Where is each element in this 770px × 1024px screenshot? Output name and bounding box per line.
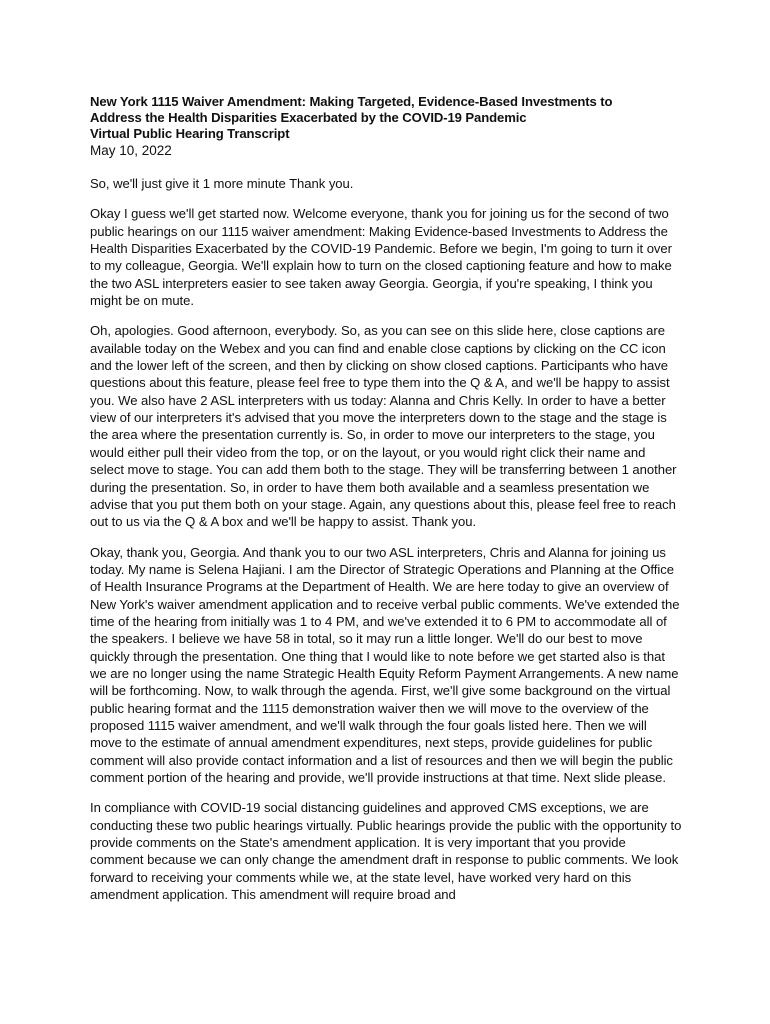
transcript-paragraph-1: So, we'll just give it 1 more minute Thank you.	[90, 176, 354, 191]
transcript-paragraph-4: Okay, thank you, Georgia. And thank you to our two ASL interpreters, Chris and Alanna for joining us today. My name is Selena Hajiani. I am the Director of Strategic Operations and Planning at the Office of Health Insurance Programs at the Department of Health. We are here today to give an overview of New York's waiver amendment application and to receive verbal public comments. We've extended the time of the hearing from initially was 1 to 4 PM, and we've extended it to 6 PM to accommodate all of the speakers. I believe we have 58 in total, so it may run a little longer. We'll do our best to move quickly through the presentation. One thing that I would like to note before we get started also is that we are no longer using the name Strategic Health Equity Reform Payment Arrangements. A new name will be forthcoming. Now, to walk through the agenda. First, we'll give some background on the virtual public hearing format and the 1115 demonstration waiver then we will move to the overview of the proposed 1115 waiver amendment, and we'll walk through the four goals listed here. Then we will move to the estimate of annual amendment expenditures, next steps, provide guidelines for public comment will also provide contact information and a list of resources and then we will begin the public comment portion of the hearing and provide, we'll provide instructions at that time. Next slide please.	[90, 544, 680, 785]
transcript-paragraph-5: In compliance with COVID-19 social distancing guidelines and approved CMS exceptions, we are conducting these two public hearings virtually. Public hearings provide the public with the opportunity to provide comments on the State's amendment application. It is very important that you provide comment because we can only change the amendment draft in response to public comments. We look forward to receiving your comments while we, at the state level, have worked very hard on this amendment application. This amendment will require broad and	[90, 800, 682, 903]
document-title-line-2: Address the Health Disparities Exacerbated by the COVID-19 Pandemic	[90, 110, 527, 125]
document-title-line-1: New York 1115 Waiver Amendment: Making Targeted, Evidence-Based Investments to	[90, 94, 613, 109]
transcript-paragraph-3: Oh, apologies. Good afternoon, everybody. So, as you can see on this slide here, close captions are available today on the Webex and you can find and enable close captions by clicking on the CC icon and the lower left of the screen, and then by clicking on show closed captions. Participants who have questions about this feature, please feel free to type them into the Q & A, and we'll be happy to assist you. We also have 2 ASL interpreters with us today: Alanna and Chris Kelly. In order to have a better view of our interpreters it's advised that you move the interpreters down to the stage and the stage is the area where the presentation currently is. So, in order to move our interpreters to the stage, you would either pull their video from the top, or on the layout, or you would right click their name and select move to stage. You can add them both to the stage. They will be transferring between 1 another during the presentation. So, in order to have them both available and a seamless presentation we advise that you put them both on your stage. Again, any questions about this, please feel free to reach out to us via the Q & A box and we'll be happy to assist. Thank you.	[90, 323, 677, 530]
transcript-paragraph-2: Okay I guess we'll get started now. Welcome everyone, thank you for joining us for the second of two public hearings on our 1115 waiver amendment: Making Evidence-based Investments to Address the Health Disparities Exacerbated by the COVID-19 Pandemic. Before we begin, I'm going to turn it over to my colleague, Georgia. We'll explain how to turn on the closed captioning feature and how to make the two ASL interpreters easier to see taken away Georgia. Georgia, if you're speaking, I think you might be on mute.	[90, 206, 672, 309]
document-subtitle: Virtual Public Hearing Transcript	[90, 126, 290, 141]
document-date: May 10, 2022	[90, 143, 172, 158]
transcript-page	[90, 94, 682, 903]
